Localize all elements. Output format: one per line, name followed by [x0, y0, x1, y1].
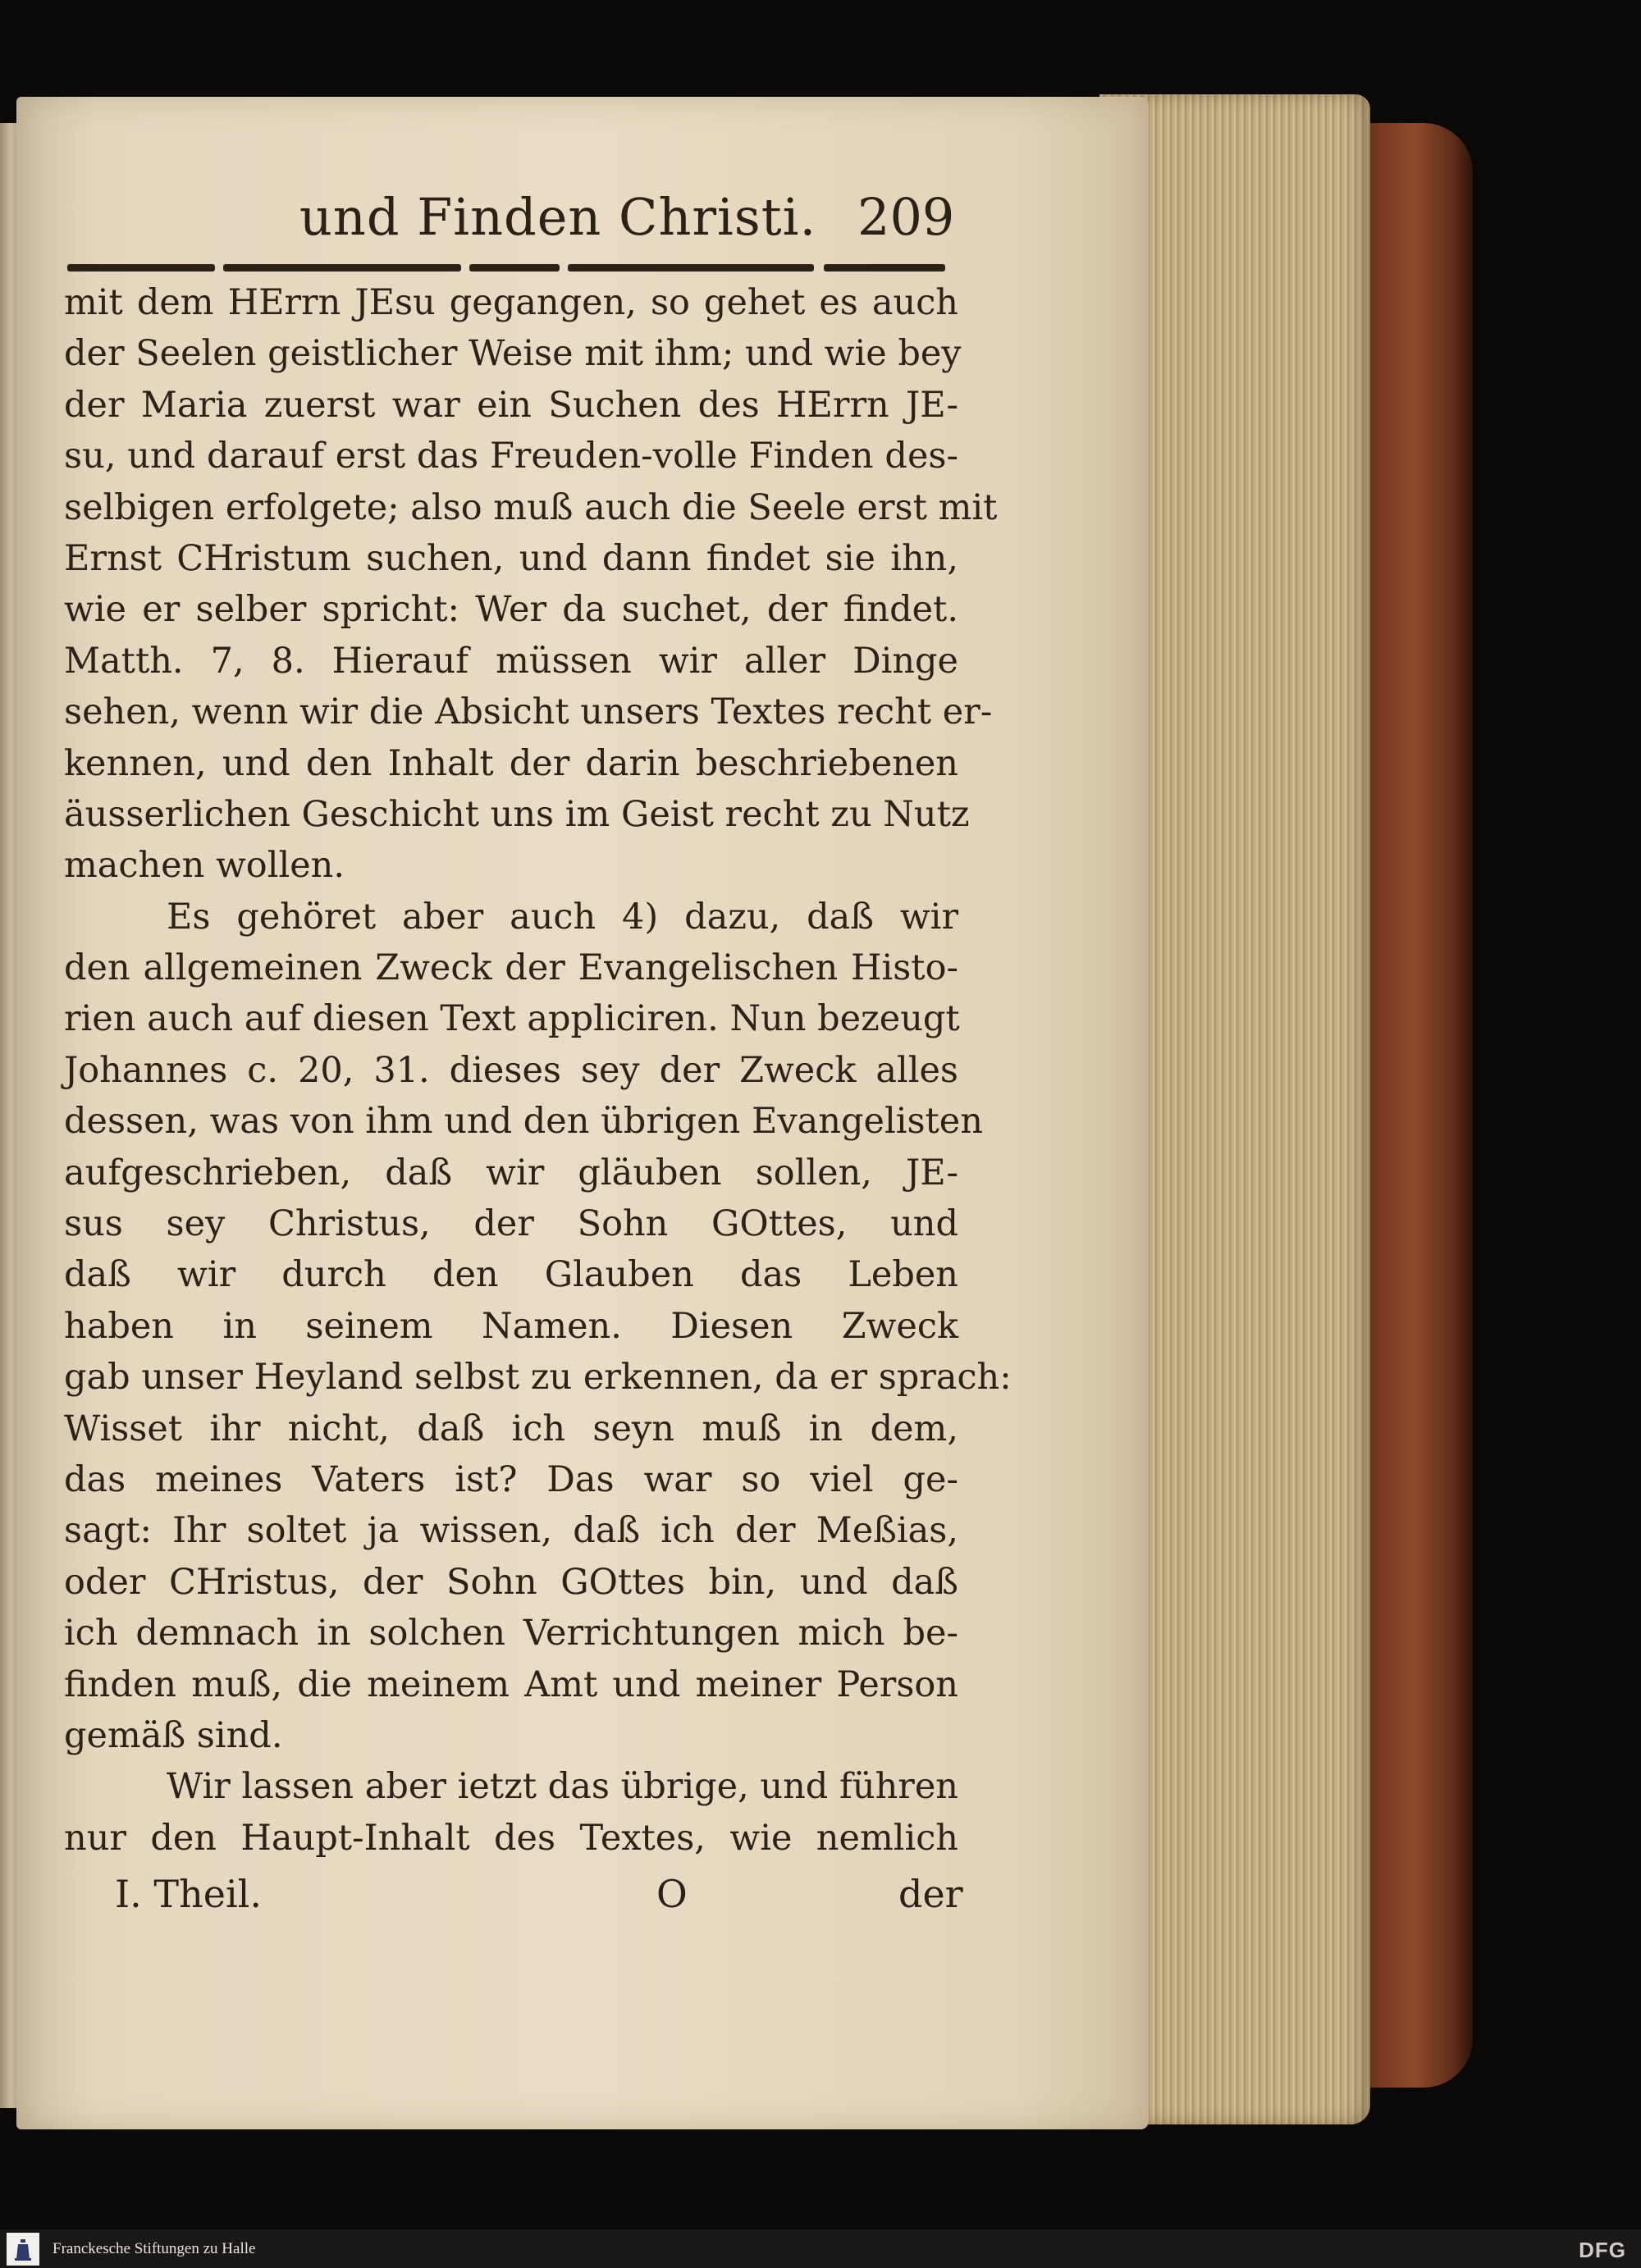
- catchword: der: [898, 1872, 963, 1916]
- text-line: finden muß, die meinem Amt und meiner Person: [64, 1663, 958, 1705]
- text-line: Johannes c. 20, 31. dieses sey der Zweck alles: [64, 1049, 958, 1091]
- institution-logo-icon: [7, 2233, 39, 2266]
- text-line: mit dem HErrn JEsu gegangen, so gehet es auch: [64, 282, 958, 323]
- text-line: wie er selber spricht: Wer da suchet, der findet.: [64, 589, 958, 631]
- text-line: Wir lassen aber ietzt das übrige, und führen: [167, 1766, 958, 1808]
- text-line: dessen, was von ihm und den übrigen Evangelisten: [64, 1101, 983, 1143]
- credit-bar: [0, 2229, 1641, 2268]
- text-line: aufgeschrieben, daß wir gläuben sollen, JE-: [64, 1152, 958, 1193]
- text-line: selbigen erfolgete; also muß auch die Seele erst mit: [64, 486, 998, 528]
- text-line: gab unser Heyland selbst zu erkennen, da er sprach:: [64, 1357, 1012, 1399]
- running-head: und Finden Christi.: [299, 187, 817, 247]
- text-line: äusserlichen Geschicht uns im Geist recht zu Nutz: [64, 793, 970, 835]
- text-line: sus sey Christus, der Sohn GOttes, und: [64, 1203, 958, 1245]
- text-line: Ernst CHristum suchen, und dann findet sie ihn,: [64, 537, 958, 579]
- text-line: nur den Haupt-Inhalt des Textes, wie nemlich: [64, 1817, 958, 1859]
- institution-name: Franckesche Stiftungen zu Halle: [53, 2239, 256, 2257]
- text-line: sagt: Ihr soltet ja wissen, daß ich der Meßias,: [64, 1510, 958, 1552]
- text-line: su, und darauf erst das Freuden-volle Finden des-: [64, 436, 958, 477]
- text-line: machen wollen.: [64, 845, 345, 887]
- text-line: kennen, und den Inhalt der darin beschriebenen: [64, 742, 958, 784]
- text-line: sehen, wenn wir die Absicht unsers Textes recht er-: [64, 691, 993, 733]
- page-number: 209: [857, 187, 955, 247]
- text-line: der Maria zuerst war ein Suchen des HErrn JE-: [64, 384, 958, 426]
- text-line: der Seelen geistlicher Weise mit ihm; und wie bey: [64, 333, 962, 375]
- text-line: den allgemeinen Zweck der Evangelischen Histo-: [64, 947, 958, 989]
- dfg-logo: DFG: [1579, 2238, 1626, 2262]
- body-text: [64, 277, 1012, 1864]
- text-line: Es gehöret aber auch 4) dazu, daß wir: [167, 896, 958, 938]
- text-line: Wisset ihr nicht, daß ich seyn muß in dem,: [64, 1408, 958, 1449]
- text-line: haben in seinem Namen. Diesen Zweck: [64, 1305, 958, 1347]
- text-line: Matth. 7, 8. Hierauf müssen wir aller Dinge: [64, 640, 958, 682]
- text-line: oder CHristus, der Sohn GOttes bin, und daß: [64, 1561, 958, 1603]
- previous-page-edge: [0, 123, 18, 2108]
- header-rule: [67, 264, 945, 274]
- text-line: ich demnach in solchen Verrichtungen mich be-: [64, 1613, 958, 1654]
- signature-mark: I. Theil.: [115, 1872, 262, 1916]
- text-line: daß wir durch den Glauben das Leben: [64, 1254, 958, 1296]
- text-line: das meines Vaters ist? Das war so viel ge-: [64, 1458, 958, 1500]
- text-line: gemäß sind.: [64, 1714, 283, 1756]
- sheet-mark: O: [656, 1872, 688, 1916]
- text-line: rien auch auf diesen Text appliciren. Nun bezeugt: [64, 998, 960, 1040]
